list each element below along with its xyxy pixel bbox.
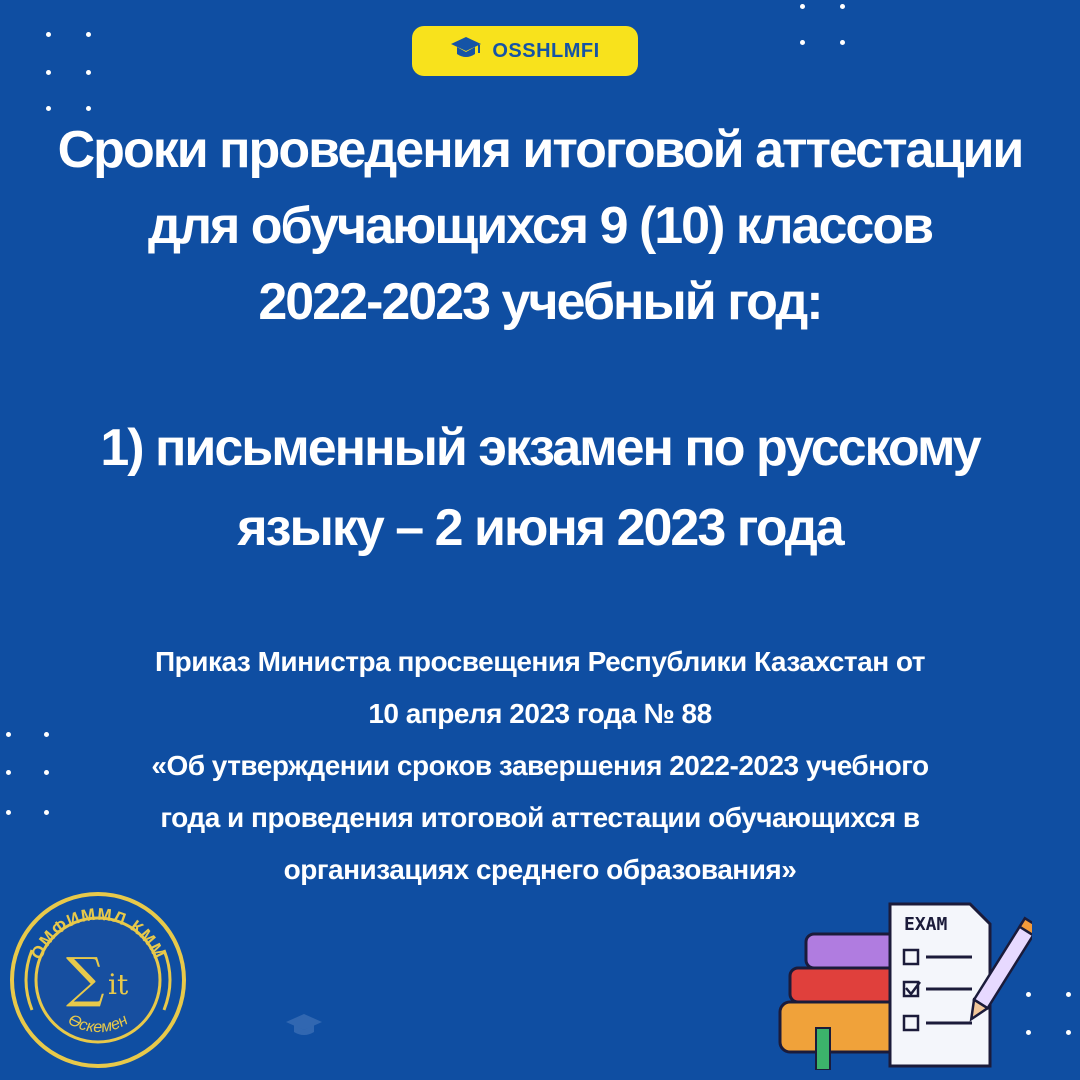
graduation-cap-icon — [450, 35, 482, 67]
school-logo — [8, 890, 188, 1070]
exam-info — [0, 408, 1080, 568]
faint-cap-icon — [284, 1010, 324, 1042]
order-line-2: 10 апреля 2023 года № 88 — [368, 698, 712, 729]
page-title — [0, 112, 1080, 340]
title-line-3: 2022-2023 учебный год: — [258, 273, 822, 331]
exam-line-2: языку – 2 июня 2023 года — [237, 499, 843, 557]
title-line-2: для обучающихся 9 (10) классов — [147, 197, 933, 255]
brand-badge — [412, 26, 638, 76]
order-reference — [0, 636, 1080, 896]
svg-text:it: it — [108, 968, 129, 1001]
order-line-3: «Об утверждении сроков завершения 2022-2023 учебного — [151, 750, 929, 781]
svg-text:ОМФИММЛ КММ: ОМФИММЛ КММ — [27, 904, 169, 963]
title-line-1: Сроки проведения итоговой аттестации — [57, 121, 1023, 179]
badge-label: OSSHLMFI — [492, 39, 600, 62]
svg-text:∑: ∑ — [66, 946, 105, 1009]
svg-text:Өскемен: Өскемен — [65, 1011, 131, 1037]
svg-text:EXAM: EXAM — [904, 914, 948, 935]
order-line-4: года и проведения итоговой аттестации обучающихся в — [160, 802, 920, 833]
exam-books-icon — [776, 900, 1032, 1070]
exam-line-1: 1) письменный экзамен по русскому — [100, 419, 980, 477]
order-line-1: Приказ Министра просвещения Республики Казахстан от — [155, 646, 925, 677]
order-line-5: организациях среднего образования» — [283, 854, 797, 885]
